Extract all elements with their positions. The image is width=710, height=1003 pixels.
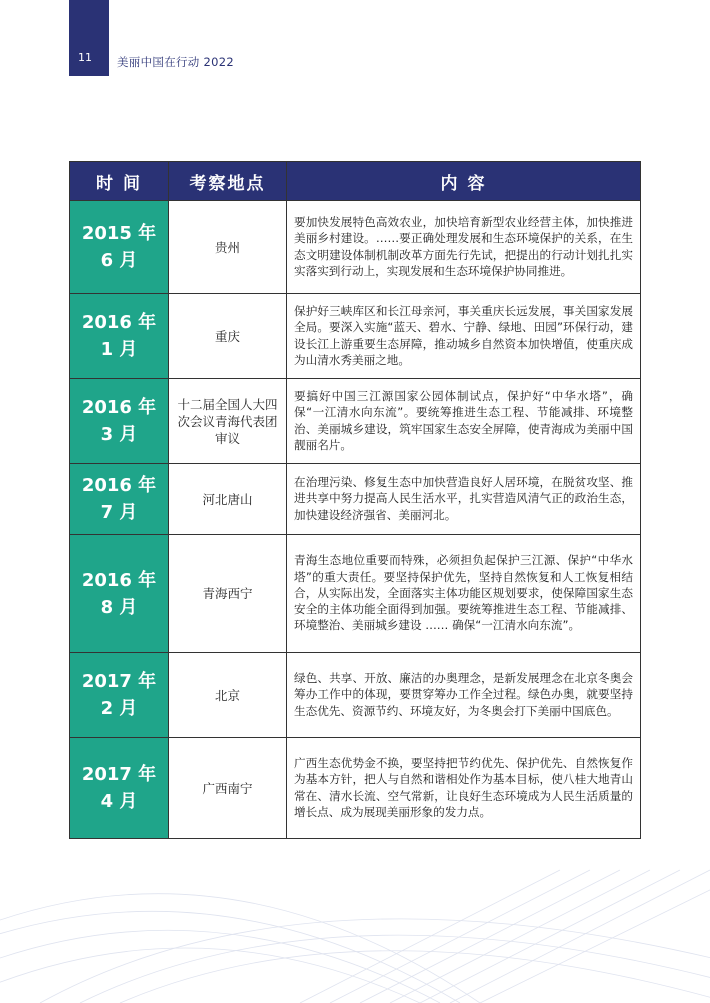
page-number: 11	[78, 51, 92, 64]
table-row	[70, 738, 641, 839]
time-cell	[70, 738, 169, 839]
place-cell: 河北唐山	[169, 464, 287, 535]
place-cell: 广西南宁	[169, 738, 287, 839]
content-cell: 要搞好中国三江源国家公园体制试点，保护好“中华水塔”，确保“一江清水向东流”。要统筹推进生态工程、节能减排、环境整治、美丽城乡建设，筑牢国家生态安全屏障，使青海成为美丽中国靓丽名片。	[287, 379, 641, 464]
time-cell	[70, 379, 169, 464]
time-year: 2016 年	[81, 397, 157, 418]
content-cell: 要加快发展特色高效农业，加快培育新型农业经营主体，加快推进美丽乡村建设。……要正确处理发展和生态环境保护的关系，在生态文明建设体制机制改革方面先行先试，把提出的行动计划扎扎实实落实到行动上，实现发展和生态环境保护协同推进。	[287, 201, 641, 294]
decorative-line-pattern	[0, 840, 710, 1003]
table-row	[70, 535, 641, 653]
table-row	[70, 379, 641, 464]
place-cell: 青海西宁	[169, 535, 287, 653]
time-cell	[70, 294, 169, 379]
time-month: 3 月	[100, 424, 138, 445]
content-cell: 广西生态优势金不换，要坚持把节约优先、保护优先、自然恢复作为基本方针，把人与自然和谐相处作为基本目标，使八桂大地青山常在、清水长流、空气常新，让良好生态环境成为人民生活质量的增长点、成为展现美丽形象的发力点。	[287, 738, 641, 839]
table-row	[70, 653, 641, 738]
table-row	[70, 201, 641, 294]
table-header-row	[70, 162, 641, 201]
time-cell	[70, 201, 169, 294]
time-year: 2016 年	[81, 569, 157, 591]
time-month: 2 月	[100, 698, 138, 719]
time-year: 2016 年	[81, 475, 157, 496]
header-content: 内 容	[287, 162, 641, 201]
content-cell: 绿色、共享、开放、廉洁的办奥理念，是新发展理念在北京冬奥会筹办工作中的体现，要贯穿筹办工作全过程。绿色办奥，就要坚持生态优先、资源节约、环境友好，为冬奥会打下美丽中国底色。	[287, 653, 641, 738]
header-time: 时 间	[70, 162, 169, 201]
time-month: 7 月	[100, 502, 138, 523]
time-year: 2017 年	[81, 764, 157, 785]
inspection-table	[69, 161, 641, 839]
place-cell: 十二届全国人大四次会议青海代表团审议	[169, 379, 287, 464]
time-year: 2017 年	[81, 671, 157, 692]
place-cell: 北京	[169, 653, 287, 738]
time-month: 8 月	[100, 596, 138, 618]
place-cell: 重庆	[169, 294, 287, 379]
place-cell: 贵州	[169, 201, 287, 294]
time-month: 1 月	[100, 339, 138, 360]
time-month: 4 月	[100, 791, 138, 812]
time-year: 2016 年	[81, 312, 157, 333]
time-cell	[70, 464, 169, 535]
running-title: 美丽中国在行动 2022	[117, 55, 235, 69]
time-month: 6 月	[100, 250, 138, 271]
table-row	[70, 294, 641, 379]
table-row	[70, 464, 641, 535]
page-number-tab	[69, 0, 109, 76]
content-cell: 保护好三峡库区和长江母亲河，事关重庆长远发展，事关国家发展全局。要深入实施“蓝天、碧水、宁静、绿地、田园”环保行动，建设长江上游重要生态屏障，推动城乡自然资本加快增值，使重庆成为山清水秀美丽之地。	[287, 294, 641, 379]
content-cell: 在治理污染、修复生态中加快营造良好人居环境，在脱贫攻坚、推进共享中努力提高人民生活水平，扎实营造风清气正的政治生态，加快建设经济强省、美丽河北。	[287, 464, 641, 535]
header-place: 考察地点	[169, 162, 287, 201]
time-cell	[70, 535, 169, 653]
time-year: 2015 年	[81, 223, 157, 244]
time-cell	[70, 653, 169, 738]
content-cell: 青海生态地位重要而特殊，必须担负起保护三江源、保护“中华水塔”的重大责任。要坚持保护优先，坚持自然恢复和人工恢复相结合，从实际出发，全面落实主体功能区规划要求，使保障国家生态安全的主体功能全面得到加强。要统筹推进生态工程、节能减排、环境整治、美丽城乡建设 …… 确保“一江清水向东流”。	[287, 535, 641, 653]
